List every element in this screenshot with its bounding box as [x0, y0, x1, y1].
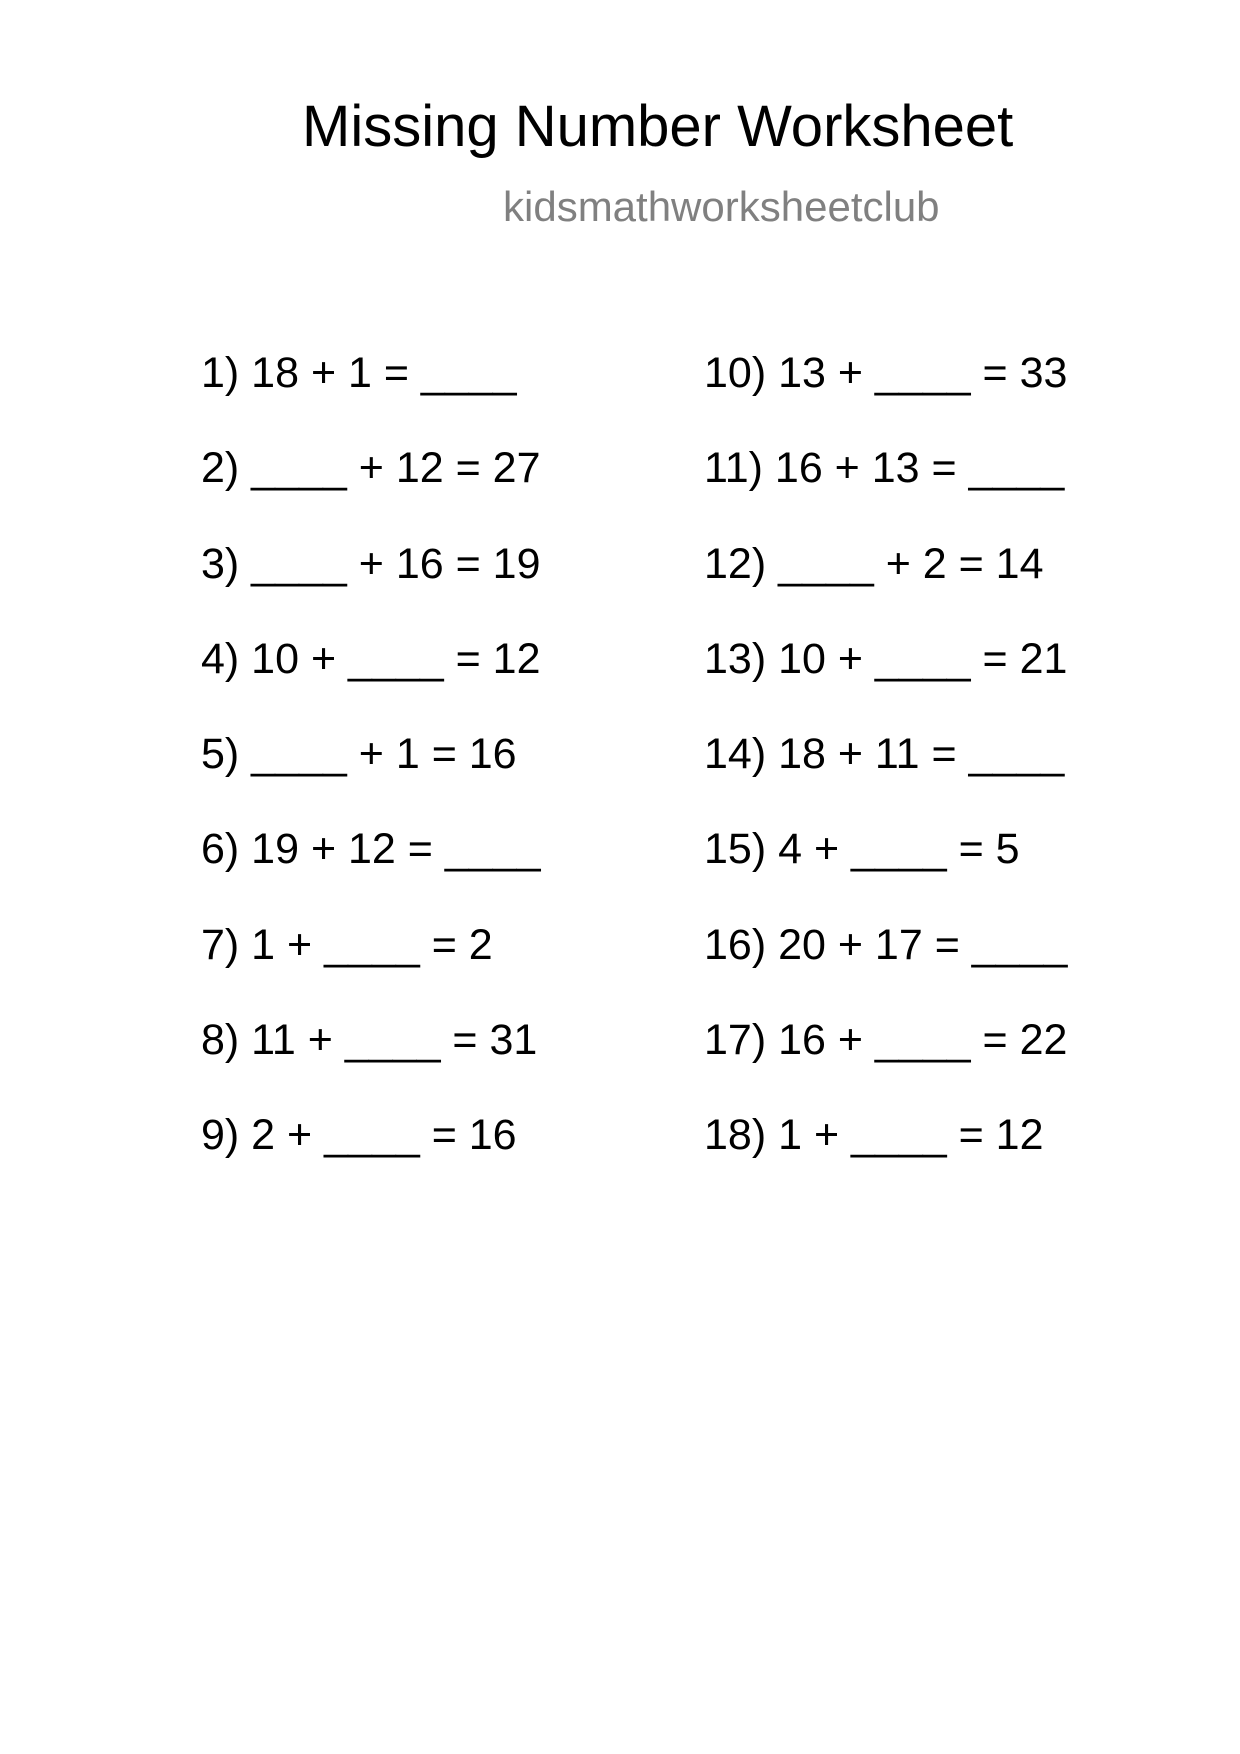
problem-6: 6) 19 + 12 = ____: [201, 825, 541, 874]
problem-2: 2) ____ + 12 = 27: [201, 444, 541, 493]
problem-5: 5) ____ + 1 = 16: [201, 730, 517, 779]
problem-4: 4) 10 + ____ = 12: [201, 634, 541, 683]
problem-column-right: [704, 349, 1068, 1210]
problem-7: 7) 1 + ____ = 2: [201, 920, 493, 969]
problem-8: 8) 11 + ____ = 31: [201, 1016, 538, 1065]
problem-17: 17) 16 + ____ = 22: [704, 1016, 1068, 1065]
problem-11: 11) 16 + 13 = ____: [704, 444, 1065, 493]
worksheet-title: Missing Number Worksheet: [302, 94, 1014, 159]
problem-14: 14) 18 + 11 = ____: [704, 730, 1065, 779]
problem-10: 10) 13 + ____ = 33: [704, 349, 1068, 397]
problem-9: 9) 2 + ____ = 16: [201, 1111, 517, 1160]
problem-18: 18) 1 + ____ = 12: [704, 1111, 1044, 1160]
problem-16: 16) 20 + 17 = ____: [704, 920, 1068, 969]
problem-3: 3) ____ + 16 = 19: [201, 539, 541, 588]
problem-15: 15) 4 + ____ = 5: [704, 825, 1020, 874]
problem-12: 12) ____ + 2 = 14: [704, 539, 1044, 588]
problem-13: 13) 10 + ____ = 21: [704, 634, 1068, 683]
problem-1: 1) 18 + 1 = ____: [201, 349, 517, 397]
worksheet-subtitle: kidsmathworksheetclub: [503, 183, 940, 230]
problem-column-left: [201, 349, 541, 1210]
